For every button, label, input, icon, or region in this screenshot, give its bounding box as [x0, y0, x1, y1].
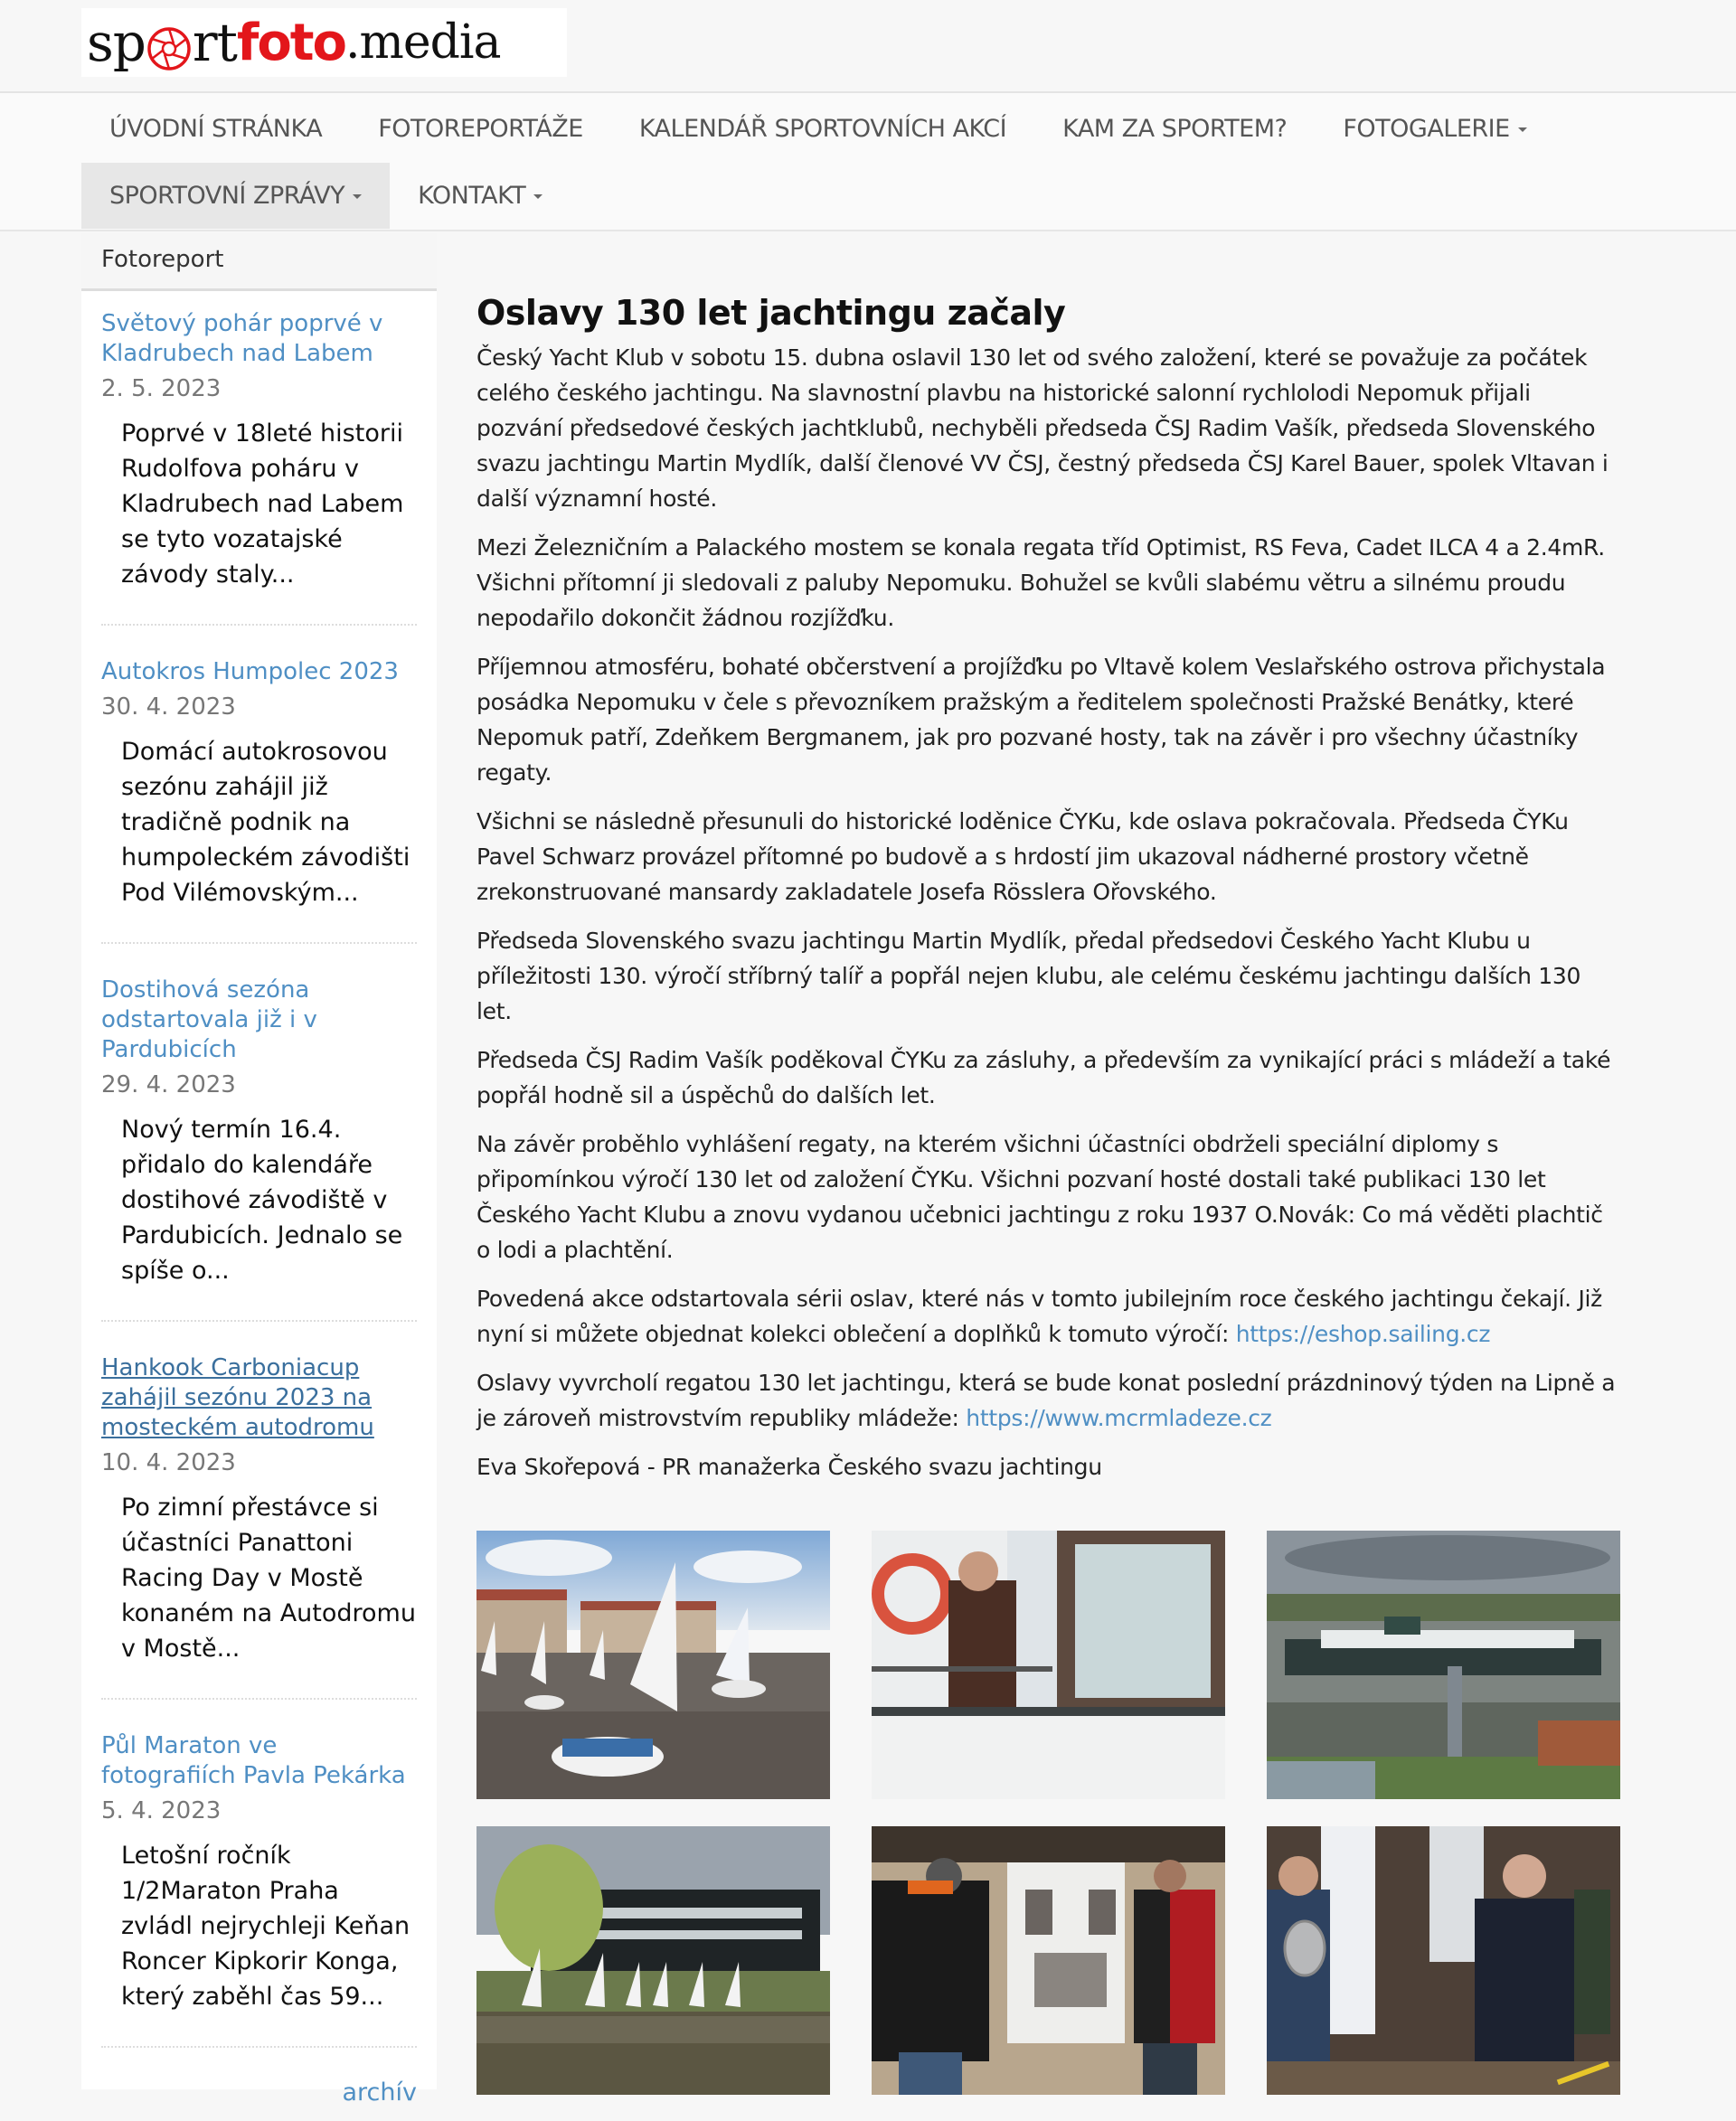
caret-down-icon: [353, 194, 362, 199]
sidebar-list: [81, 291, 437, 2048]
list-item: [101, 944, 417, 1322]
caret-down-icon: [533, 194, 542, 199]
logo-text-rt: rt: [192, 12, 237, 73]
archive-link[interactable]: archív: [342, 2079, 417, 2107]
nav-row-secondary: [81, 163, 571, 229]
site-logo[interactable]: [81, 8, 567, 77]
sidebar-item-excerpt: Po zimní přestávce si účastníci Panattoni Racing Day v Mostě konaném na Autodromu v Mostě...: [121, 1494, 416, 1663]
site-header: [0, 0, 1736, 93]
nav-item-photo-reports[interactable]: [350, 96, 611, 162]
article-paragraph: Předseda ČSJ Radim Vašík poděkoval ČYKu za zásluhy, a především za vynikající práci s mládeží a také popřál hodně sil a úspěchů do dalších let.: [476, 1047, 1611, 1108]
nav-item-where-to-sport[interactable]: [1034, 96, 1315, 162]
gallery-photo-sailboats[interactable]: [476, 1531, 830, 1799]
article-paragraph: Mezi Železničním a Palackého mostem se konala regata tříd Optimist, RS Feva, Cadet ILCA 4 a 2.4mR. Všichni přítomní ji sledovali z paluby Nepomuku. Bohužel se kvůli slabému větru a silnému proudu nepodařilo dokončit žádnou rozjížďku.: [476, 534, 1605, 631]
nav-row-primary: [81, 96, 1555, 162]
sidebar-item-date: 10. 4. 2023: [101, 1449, 236, 1476]
nav-label: ÚVODNÍ STRÁNKA: [109, 115, 323, 143]
sidebar-item-date: 2. 5. 2023: [101, 375, 222, 402]
nav-item-calendar[interactable]: [611, 96, 1034, 162]
nav-label: KAM ZA SPORTEM?: [1062, 115, 1288, 143]
logo-text-media: .media: [345, 15, 501, 70]
list-item: [101, 1700, 417, 2048]
nav-item-home[interactable]: [81, 96, 350, 162]
sidebar-item-title-link[interactable]: Půl Maraton ve fotografiích Pavla Pekárka: [101, 1732, 406, 1789]
nav-item-photo-gallery[interactable]: [1315, 96, 1554, 162]
sidebar-item-excerpt: Nový termín 16.4. přidalo do kalendáře dostihové závodiště v Pardubicích. Jednalo se spíše o...: [121, 1116, 403, 1285]
article-paragraph: Všichni se následně přesunuli do historické loděnice ČYKu, kde oslava pokračovala. Předseda ČYKu Pavel Schwarz provázel přítomné po budově a s hrdostí jim ukazoval nádherné prostory včetně zrekonstruované mansardy zakladatele Josefa Rösslera Ořovského.: [476, 808, 1569, 905]
article-paragraph: Předseda Slovenského svazu jachtingu Martin Mydlík, předal předsedovi Českého Yacht Klubu u příležitosti 130. výročí stříbrný talíř a popřál nejen klubu, ale celému českému jachtingu dalších 130 let.: [476, 928, 1581, 1024]
sidebar-item-excerpt: Domácí autokrosovou sezónu zahájil již tradičně podnik na humpoleckém závodišti Pod Vilémovským...: [121, 738, 410, 907]
article-paragraph-championship: [476, 1365, 1620, 1436]
nav-item-sports-news[interactable]: [81, 163, 390, 229]
sidebar-photo-reports: [81, 233, 437, 2107]
sidebar-heading: Fotoreport: [81, 233, 437, 291]
sidebar-item-title-link[interactable]: Hankook Carboniacup zahájil sezónu 2023 na mosteckém autodromu: [101, 1354, 374, 1441]
nav-label: FOTOREPORTÁŽE: [378, 115, 583, 143]
caret-down-icon: [1518, 127, 1527, 132]
logo-text-foto: foto: [236, 13, 346, 72]
list-item: [101, 1322, 417, 1700]
nav-label: SPORTOVNÍ ZPRÁVY: [109, 182, 345, 210]
article-paragraph: Český Yacht Klub v sobotu 15. dubna oslavil 130 let od svého založení, které se považuje za počátek celého českého jachtingu. Na slavnostní plavbu na historické salonní rychlolodi Nepomuk přijali pozvání předsedové českých jachtklubů, nechyběli předseda ČSJ Radim Vašík, předseda Slovenského svazu jachtingu Martin Mydlík, další členové VV ČSJ, čestný předseda ČSJ Karel Bauer, spolek Vltavan i další významní hosté.: [476, 344, 1609, 512]
nav-item-contact[interactable]: [390, 163, 571, 229]
eshop-link[interactable]: https://eshop.sailing.cz: [1235, 1321, 1491, 1347]
championship-link[interactable]: https://www.mcrmladeze.cz: [966, 1405, 1272, 1431]
sidebar-item-excerpt: Poprvé v 18leté historii Rudolfova poháru v Kladrubech nad Labem se tyto vozatajské závody staly...: [121, 419, 404, 589]
gallery-photo-steamboat[interactable]: [1267, 1531, 1620, 1799]
article-signature: Eva Skořepová - PR manažerka Českého svazu jachtingu: [476, 1454, 1102, 1480]
photo-gallery: [476, 1531, 1620, 2095]
nav-label: KALENDÁŘ SPORTOVNÍCH AKCÍ: [638, 115, 1007, 143]
sidebar-item-date: 30. 4. 2023: [101, 693, 236, 721]
sidebar-item-excerpt: Letošní ročník 1/2Maraton Praha zvládl nejrychleji Keňan Roncer Kipkorir Konga, který zaběhl čas 59...: [121, 1842, 410, 2011]
article: [476, 288, 1620, 1498]
gallery-photo-man-on-deck[interactable]: [872, 1531, 1225, 1799]
nav-label: FOTOGALERIE: [1343, 115, 1510, 143]
list-item: [101, 626, 417, 944]
article-paragraph-eshop: [476, 1281, 1620, 1352]
gallery-photo-boathouse[interactable]: [476, 1826, 830, 2095]
sidebar-item-title-link[interactable]: Autokros Humpolec 2023: [101, 658, 399, 685]
list-item: [101, 291, 417, 626]
paragraph-text: Povedená akce odstartovala sérii oslav, které nás v tomto jubilejním roce českého jachtingu čekají. Již nyní si můžete objednat kolekci oblečení a doplňků k tomuto výročí:: [476, 1286, 1602, 1347]
article-title: Oslavy 130 let jachtingu začaly: [476, 293, 1066, 333]
paragraph-text: Oslavy vyvrcholí regatou 130 let jachtingu, která se bude konat poslední prázdninový týden na Lipně a je zároveň mistrovstvím republiky mládeže:: [476, 1370, 1616, 1431]
camera-aperture-icon: [146, 23, 192, 68]
nav-label: KONTAKT: [418, 182, 526, 210]
main-navigation: [0, 93, 1736, 231]
sidebar-item-title-link[interactable]: Dostihová sezóna odstartovala již i v Pardubicích: [101, 976, 317, 1063]
article-paragraph: Na závěr proběhlo vyhlášení regaty, na kterém všichni účastníci obdrželi speciální diplomy s připomínkou výročí 130 let od založení ČYKu. Všichni pozvaní hosté dostali také publikaci 130 let Českého Yacht Klubu a znovu vydanou učebnici jachtingu z roku 1937 O.Novák: Co má věděti plachtič o lodi a plachtění.: [476, 1131, 1603, 1263]
logo-text-sp: sp: [87, 12, 146, 73]
gallery-photo-exhibition[interactable]: [872, 1826, 1225, 2095]
sidebar-item-date: 5. 4. 2023: [101, 1797, 222, 1824]
gallery-photo-plate-presentation[interactable]: [1267, 1826, 1620, 2095]
sidebar-item-date: 29. 4. 2023: [101, 1071, 236, 1098]
sidebar-item-title-link[interactable]: Světový pohár poprvé v Kladrubech nad Labem: [101, 310, 383, 367]
article-paragraph: Příjemnou atmosféru, bohaté občerstvení a projížďku po Vltavě kolem Veslařského ostrova přichystala posádka Nepomuku v čele s převozníkem pražským a ředitelem společnosti Pražské Benátky, které Nepomuk patří, Zdeňkem Bergmanem, jak pro pozvané hosty, tak na závěr i pro všechny účastníky regaty.: [476, 654, 1606, 786]
